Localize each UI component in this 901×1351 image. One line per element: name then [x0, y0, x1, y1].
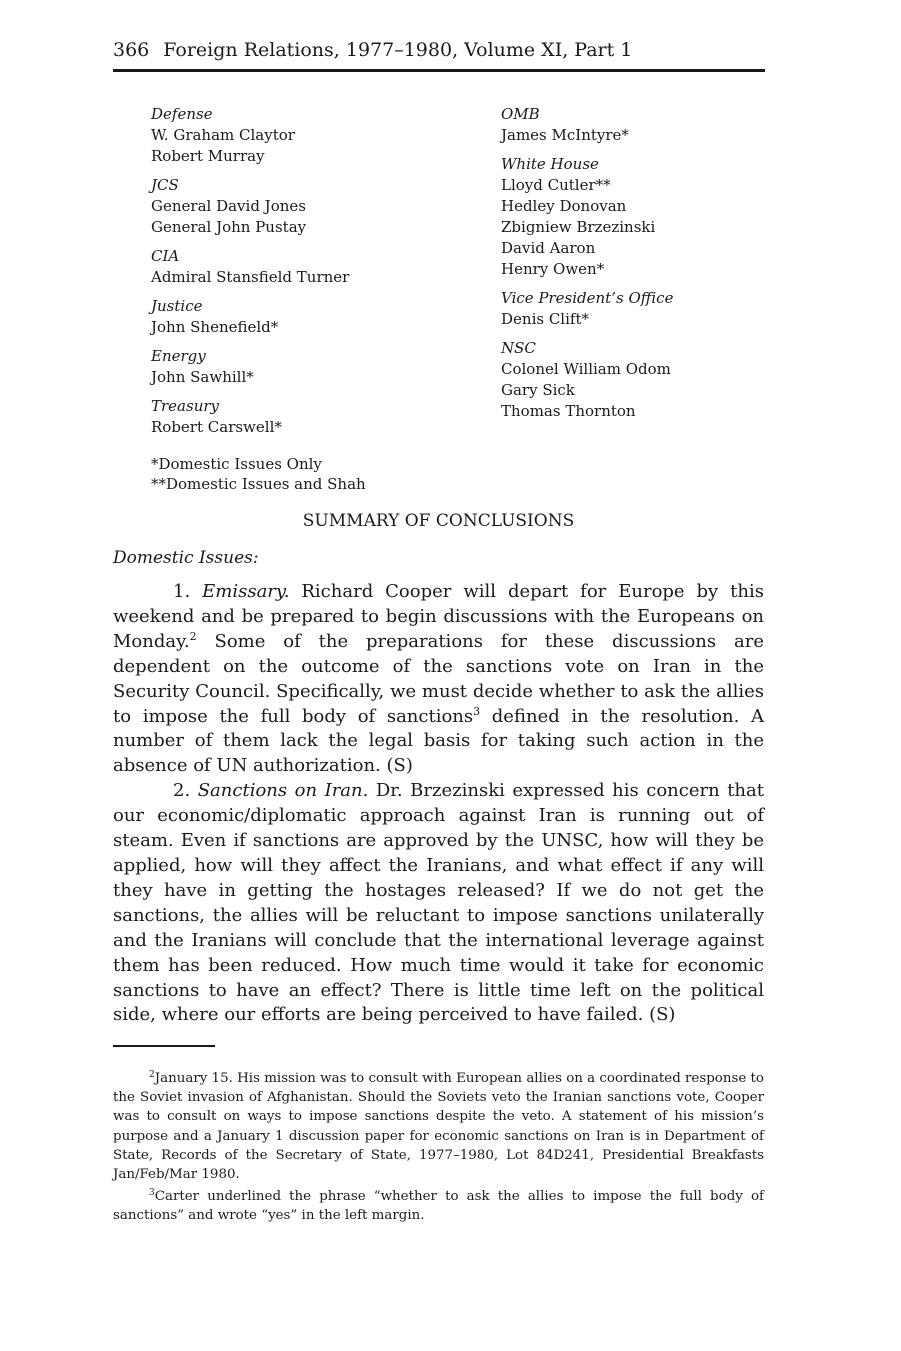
paragraph-emissary	[113, 580, 764, 779]
participant-name: Thomas Thornton	[501, 402, 636, 420]
participant-name: W. Graham Claytor	[151, 126, 295, 144]
participant-name: General John Pustay	[151, 218, 307, 236]
running-title: Foreign Relations, 1977–1980, Volume XI, Part 1	[163, 39, 633, 61]
participant-name: General David Jones	[151, 197, 306, 215]
participant-name: John Shenefield*	[151, 318, 279, 336]
agency-label: Treasury	[151, 397, 219, 415]
footnote-number: 3	[149, 1188, 155, 1199]
participant-name: Henry Owen*	[501, 260, 605, 278]
participant-name: John Sawhill*	[151, 368, 254, 386]
footnote-text: Carter underlined the phrase “whether to ask the allies to impose the full body of sanctions” and wrote “yes” in the left margin.	[113, 1189, 764, 1224]
agency-label: CIA	[151, 247, 180, 265]
participant-group-treasury	[151, 396, 471, 438]
participant-name: Admiral Stansfield Turner	[151, 268, 350, 286]
participant-name: Gary Sick	[501, 381, 575, 399]
agency-label: NSC	[501, 339, 536, 357]
paragraph-sanctions	[113, 779, 764, 1028]
paragraph-text: Richard Cooper will depart for Europe by this weekend and be prepared to begin discussions with the Europeans on Monday.	[113, 581, 764, 652]
participant-group-jcs	[151, 175, 471, 238]
participants-left-column	[151, 104, 471, 446]
participant-group-white-house	[501, 154, 781, 280]
participants-right-column	[501, 104, 781, 430]
footnote-text: January 15. His mission was to consult with European allies on a coordinated response to the Soviet invasion of Afghanistan. Should the Soviets veto the Iranian sanctions vote, Cooper was to consult on ways to impose sanctions despite the veto. A statement of his mission’s purpose and a January 1 discussion paper for economic sanctions on Iran is in Department of State, Records of the Secretary of State, 1977–1980, Lot 84D241, Presidential Breakfasts Jan/Feb/Mar 1980.	[113, 1071, 764, 1183]
paragraph-number: 2.	[173, 780, 191, 802]
participant-name: Hedley Donovan	[501, 197, 627, 215]
running-head	[113, 38, 764, 64]
agency-label: White House	[501, 155, 599, 173]
participant-name: James McIntyre*	[501, 126, 629, 144]
agency-label: Vice President’s Office	[501, 289, 674, 307]
subsection-label: Domestic Issues:	[113, 548, 259, 568]
paragraph-text: defined in the resolution. A number of them lack the legal basis for taking such action in the absence of UN authorization. (S)	[113, 705, 764, 777]
participant-group-nsc	[501, 338, 781, 422]
participant-group-omb	[501, 104, 781, 146]
participant-group-vice-president	[501, 288, 781, 330]
agency-label: Energy	[151, 347, 206, 365]
participant-notes	[151, 454, 366, 494]
participant-group-defense	[151, 104, 471, 167]
participant-group-energy	[151, 346, 471, 388]
note-domestic-and-shah: **Domestic Issues and Shah	[151, 475, 366, 493]
paragraph-text: Dr. Brzezinski expressed his concern that our economic/diplomatic approach against Iran is running out of steam. Even if sanctions are approved by the UNSC, how will they be applied, how will they affect the Iranians, and what effect if any will they have in getting the hostages released? If we do not get the sanctions, the allies will be reluctant to impose sanctions unilaterally and the Iranians will conclude that the international leverage against them has been reduced. How much time would it take for economic sanctions to have an effect? There is little time left on the political side, where our efforts are being perceived to have failed. (S)	[113, 780, 764, 1026]
agency-label: OMB	[501, 105, 540, 123]
paragraph-number: 1.	[173, 581, 191, 602]
section-heading: SUMMARY OF CONCLUSIONS	[302, 511, 575, 531]
paragraph-title: Emissary.	[202, 581, 290, 602]
paragraph-title: Sanctions on Iran.	[197, 780, 369, 802]
footnote-ref: 3	[473, 704, 481, 718]
agency-label: Defense	[151, 105, 213, 123]
agency-label: JCS	[151, 176, 179, 194]
footnote-rule	[113, 1045, 215, 1047]
participant-name: Lloyd Cutler**	[501, 176, 611, 194]
participant-group-cia	[151, 246, 471, 288]
footnotes	[113, 1069, 764, 1229]
paragraph-text: Some of the preparations for these discussions are dependent on the outcome of the sanctions vote on Iran in the Security Council. Specifically, we must decide whether to ask the allies to impose the full body of sanctions	[113, 630, 764, 727]
summary-body	[113, 580, 764, 1028]
footnote	[113, 1187, 764, 1225]
agency-label: Justice	[151, 297, 203, 315]
participant-group-justice	[151, 296, 471, 338]
participant-name: Colonel William Odom	[501, 360, 671, 378]
header-rule	[113, 69, 765, 72]
participant-name: David Aaron	[501, 239, 596, 257]
participant-name: Zbigniew Brzezinski	[501, 218, 656, 236]
participant-name: Robert Murray	[151, 147, 265, 165]
participant-name: Denis Clift*	[501, 310, 589, 328]
participant-name: Robert Carswell*	[151, 418, 282, 436]
footnote-number: 2	[149, 1070, 155, 1080]
note-domestic-only: *Domestic Issues Only	[151, 455, 322, 473]
footnote-ref: 2	[189, 629, 197, 643]
footnote	[113, 1069, 764, 1184]
page-number: 366	[113, 39, 150, 61]
